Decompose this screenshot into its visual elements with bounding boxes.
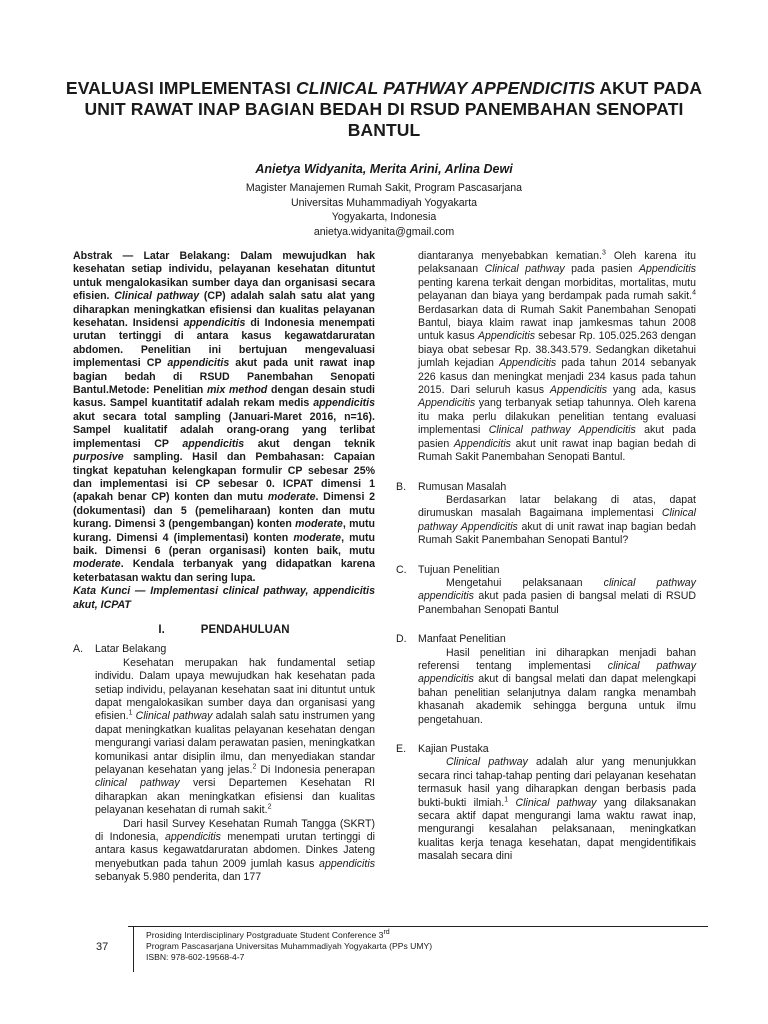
section-heading-pendahuluan: I. PENDAHULUAN xyxy=(158,623,290,636)
paragraph: Berdasarkan latar belakang di atas, dapat dirumuskan masalah Bagaimana implementasi Clinical pathway Appendicitis akut di unit rawat inap bagian bedah Rumah Sakit Panembahan Senopati Bantul? xyxy=(418,493,696,547)
footer-divider xyxy=(133,926,134,972)
paragraph: Kesehatan merupakan hak fundamental setiap individu. Dalam upaya mewujudkan hak kesehatan pada setiap individu, pelayanan kesehatan saat ini dituntut untuk dapat mengalokasikan sumber daya dan organisasi yang efisien.$^1$ Clinical pathway adalah salah satu instrumen yang dapat meningkatkan kualitas pelayanan kesehatan dengan mengurangi variasi dalam perawatan pasien, meningkatkan komunikasi antar disiplin ilmu, dan menyediakan standar pelayanan kesehatan yang jelas.$^2$ Di Indonesia penerapan clinical pathway versi Departemen Kesehatan RI diharapkan akan meningkatkan efisiensi dan kualitas pelayanan kesehatan di rumah sakit.$^2$ xyxy=(95,656,375,817)
footer-proceedings: Prosiding Interdisciplinary Postgraduate Student Conference 3rd Program Pascasarjana Universitas Muhammadiyah Yogyakarta (PPs UMY) ISBN: 978-602-19568-4-7 xyxy=(146,929,433,963)
footer-rule xyxy=(128,926,708,927)
subsection-heading-latar-belakang: A. Latar Belakang xyxy=(73,643,167,656)
page-number: 37 xyxy=(96,941,109,953)
paragraph: Dari hasil Survey Kesehatan Rumah Tangga (SKRT) di Indonesia, appendicitis menempati urutan tertinggi di antara kasus kegawatdaruratan abdomen. Dinkes Jateng menyebutkan pada tahun 2009 jumlah kasus appendicitis sebanyak 5.980 penderita, dan 177 xyxy=(95,817,375,884)
paper-title: EVALUASI IMPLEMENTASI CLINICAL PATHWAY APPENDICITIS AKUT PADA UNIT RAWAT INAP BAGIAN BEDAH DI RSUD PANEMBAHAN SENOPATI BANTUL xyxy=(65,78,703,140)
author-email: anietya.widyanita@gmail.com xyxy=(313,225,455,238)
latar-belakang-body xyxy=(73,657,375,885)
affiliation: Magister Manajemen Rumah Sakit, Program Pascasarjana Universitas Muhammadiyah Yogyakarta Yogyakarta, Indonesia anietya.widyanita@gmail.com xyxy=(0,181,768,239)
authors: Anietya Widyanita, Merita Arini, Arlina Dewi xyxy=(255,162,513,176)
latar-belakang-continued xyxy=(396,250,696,465)
keywords: Kata Kunci — Implementasi clinical pathway, appendicitis akut, ICPAT xyxy=(73,585,375,611)
subsection-heading-manfaat-penelitian: D. Manfaat Penelitian xyxy=(396,633,506,646)
subsection-heading-kajian-pustaka: E. Kajian Pustaka xyxy=(396,743,489,755)
paragraph: diantaranya menyebabkan kematian.$^3$ Oleh karena itu pelaksanaan Clinical pathway pada pasien Appendicitis penting karena terkait dengan morbiditas, mortalitas, mutu pelayanan dan biaya yang berdampak pada rumah sakit.$^4$ Berdasarkan data di Rumah Sakit Panembahan Senopati Bantul, biaya klaim rawat inap jamkesmas tahun 2008 untuk kasus Appendicitis sebesar Rp. 105.025.263 dengan biaya obat sebesar Rp. 38.343.579. Sedangkan diketahui jumlah kejadian Appendicitis pada tahun 2014 sebanyak 226 kasus dan meningkat menjadi 234 kasus pada tahun 2015. Dari seluruh kasus Appendicitis yang ada, kasus Appendicitis yang terbanyak setiap tahunnya. Oleh karena itu maka perlu dilakukan penelitian tentang evaluasi implementasi Clinical pathway Appendicitis akut pada pasien Appendicitis akut unit rawat inap bagian bedah di Rumah Sakit Panembahan Senopati Bantul. xyxy=(418,249,697,464)
subsection-heading-rumusan-masalah: B. Rumusan Masalah xyxy=(396,480,507,493)
right-column xyxy=(396,250,696,864)
left-column xyxy=(73,250,375,885)
paragraph: Mengetahui pelaksanaan clinical pathway appendicitis akut pada pasien di bangsal melati di RSUD Panembahan Senopati Bantul xyxy=(418,576,696,616)
abstract: Abstrak — Latar Belakang: Dalam mewujudkan hak kesehatan setiap individu, pelayanan kesehatan dituntut untuk mengalokasikan sumber daya dan organisasi secara efisien. Clinical pathway (CP) adalah salah satu alat yang diharapkan meningkatkan efisiensi dan kualitas pelayanan kesehatan. Insidensi appendicitis di Indonesia menempati urutan tertinggi di antara kasus kegawatdaruratan abdomen. Penelitian ini bertujuan mengevaluasi implementasi CP appendicitis akut pada unit rawat inap bagian bedah di RSUD Panembahan Senopati Bantul.Metode: Penelitian mix method dengan desain studi kasus. Sampel kuantitatif adalah rekam medis appendicitis akut secara total sampling (Januari-Maret 2016, n=16). Sampel kualitatif adalah orang-orang yang terlibat implementasi CP appendicitis akut dengan teknik purposive sampling. Hasil dan Pembahasan: Capaian tingkat kepatuhan kelengkapan formulir CP sebesar 25% dan implementasi isi CP sebesar 0. ICPAT dimensi 1 (apakah benar CP) konten dan mutu moderate. Dimensi 2 (dokumentasi) dan 5 (pemeliharaan) konten dan mutu kurang. Dimensi 3 (pengembangan) konten moderate, mutu kurang. Dimensi 4 (implementasi) konten moderate, mutu baik. Dimensi 6 (peran organisasi) konten baik, mutu moderate. Kendala terbanyak yang didapatkan karena keterbatasan waktu dan sering lupa. xyxy=(73,250,376,584)
paragraph: Clinical pathway adalah alur yang menunjukkan secara rinci tahap-tahap penting dari pelayanan kesehatan termasuk hasil yang diharapkan dengan berbasis pada bukti-bukti ilmiah.$^1$ Clinical pathway yang dilaksanakan secara aktif dapat mengurangi lama waktu rawat inap, mengurangi kesalahan pelaksanaan, meningkatkan kualitas kerja tenaga kesehatan, dapat mengidentifikais masalah secara dini xyxy=(418,756,697,863)
subsection-heading-tujuan-penelitian: C. Tujuan Penelitian xyxy=(396,563,500,576)
paragraph: Hasil penelitian ini diharapkan menjadi bahan referensi tentang implementasi clinical pathway appendicitis akut di bangsal melati dan dapat melengkapi bahan penelitian selanjutnya dalam rangka menambah khasanah akademik sehingga berguna untuk ilmu pengetahuan. xyxy=(418,646,696,726)
